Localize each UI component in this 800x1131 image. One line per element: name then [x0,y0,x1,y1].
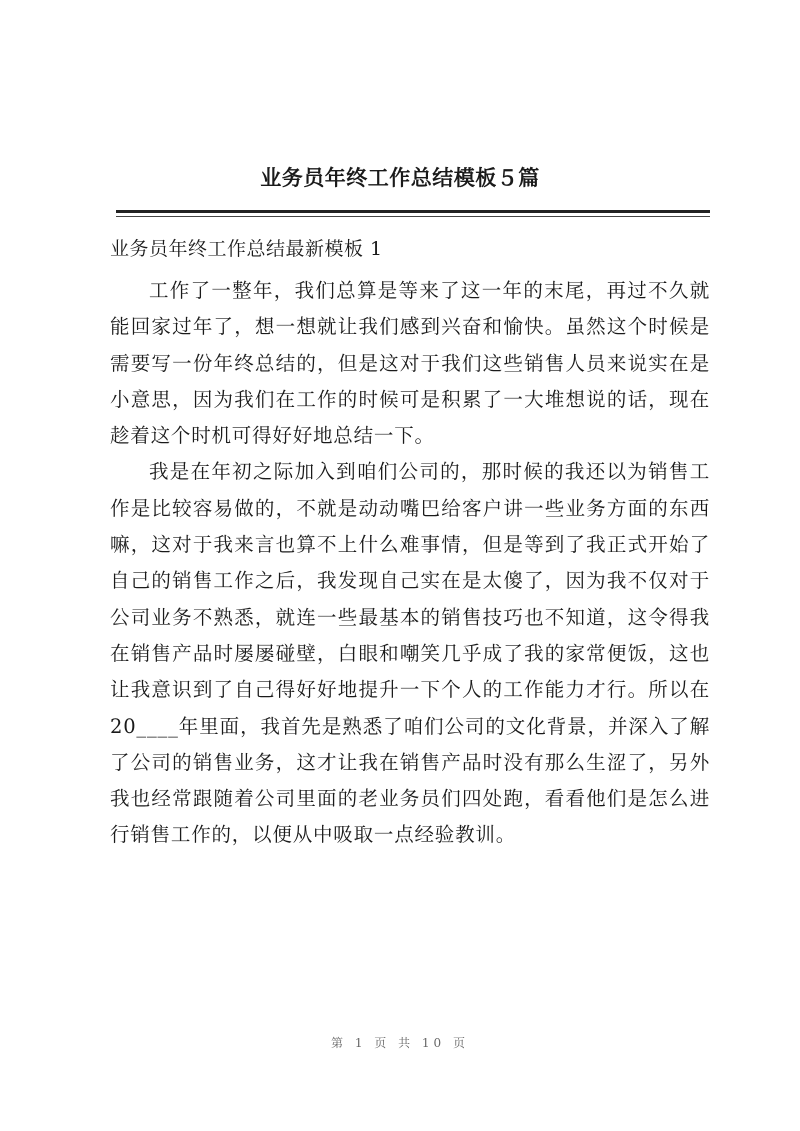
paragraph-2: 我是在年初之际加入到咱们公司的，那时候的我还以为销售工作是比较容易做的，不就是动动嘴巴给客户讲一些业务方面的东西嘛，这对于我来言也算不上什么难事情，但是等到了我正式开始了自己的销售工作之后，我发现自己实在是太傻了，因为我不仅对于公司业务不熟悉，就连一些最基本的销售技巧也不知道，这令得我在销售产品时屡屡碰壁，白眼和嘲笑几乎成了我的家常便饭，这也让我意识到了自己得好好地提升一下个人的工作能力才行。所以在 20____年里面，我首先是熟悉了咱们公司的文化背景，并深入了解了公司的销售业务，这才让我在销售产品时没有那么生涩了，另外我也经常跟随着公司里面的老业务员们四处跑，看看他们是怎么进行销售工作的，以便从中吸取一点经验教训。 [110,460,710,847]
section-heading: 业务员年终工作总结最新模板 1 [110,238,383,260]
title-divider-thick [116,210,710,213]
document-body [110,273,710,854]
document-title: 业务员年终工作总结模板５篇 [260,165,540,190]
title-divider-thin [116,216,710,217]
page-footer: 第 1 页 共 10 页 [331,1036,469,1050]
paragraph-1: 工作了一整年，我们总算是等来了这一年的末尾，再过不久就能回家过年了，想一想就让我们感到兴奋和愉快。虽然这个时候是需要写一份年终总结的，但是这对于我们这些销售人员来说实在是小意思，因为我们在工作的时候可是积累了一大堆想说的话，现在趁着这个时机可得好好地总结一下。 [110,279,710,448]
